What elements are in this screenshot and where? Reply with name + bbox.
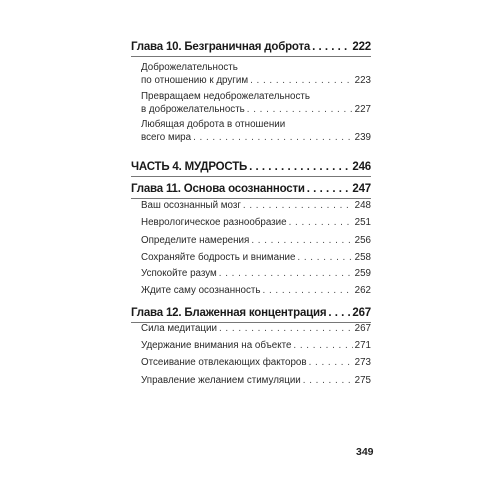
toc-item-label: Ждите саму осознанность bbox=[141, 285, 261, 296]
toc-item bbox=[131, 357, 371, 368]
toc-item-page: 273 bbox=[354, 357, 371, 368]
toc-item-page: 267 bbox=[354, 323, 371, 334]
toc-item-page: 223 bbox=[354, 75, 371, 86]
toc-item-page: 256 bbox=[354, 235, 371, 246]
dot-leader bbox=[249, 161, 350, 173]
toc-item bbox=[131, 285, 371, 296]
toc-item-label: Определите намерения bbox=[141, 235, 250, 246]
toc-item-line1: Любящая доброта в отношении bbox=[141, 119, 286, 130]
part-divider bbox=[131, 176, 371, 177]
toc-item-label: в доброжелательность bbox=[141, 104, 245, 115]
toc-item-page: 251 bbox=[354, 217, 371, 228]
toc-item-label: Удержание внимания на объекте bbox=[141, 340, 292, 351]
chapter-title: Глава 11. Основа осознанности bbox=[131, 183, 305, 195]
toc-item-line1: Доброжелательность bbox=[141, 62, 238, 73]
dot-leader bbox=[250, 75, 353, 86]
toc-item-label: всего мира bbox=[141, 132, 192, 143]
toc-item bbox=[131, 323, 371, 334]
dot-leader bbox=[219, 323, 353, 334]
toc-item-page: 239 bbox=[354, 132, 371, 143]
toc-item-label: Успокойте разум bbox=[141, 268, 217, 279]
dot-leader bbox=[309, 357, 353, 368]
chapter-page: 267 bbox=[352, 307, 371, 319]
dot-leader bbox=[289, 217, 353, 228]
dot-leader bbox=[247, 104, 353, 115]
page-number: 349 bbox=[356, 446, 374, 458]
dot-leader bbox=[293, 340, 352, 351]
toc-chapter-12 bbox=[131, 307, 371, 319]
toc-item bbox=[131, 200, 371, 211]
dot-leader bbox=[251, 235, 352, 246]
toc-part-4 bbox=[131, 161, 371, 173]
toc-item-page: 248 bbox=[354, 200, 371, 211]
toc-item bbox=[131, 75, 371, 86]
toc-chapter-10 bbox=[131, 41, 371, 53]
toc-item bbox=[131, 104, 371, 115]
toc-item-page: 258 bbox=[354, 252, 371, 263]
toc-item-page: 271 bbox=[354, 340, 371, 351]
toc-item-label: по отношению к другим bbox=[141, 75, 249, 86]
dot-leader bbox=[312, 41, 350, 53]
toc-item-label: Сила медитации bbox=[141, 323, 217, 334]
toc-item bbox=[131, 217, 371, 228]
toc-item-label: Ваш осознанный мозг bbox=[141, 200, 241, 211]
toc-item-line1: Превращаем недоброжелательность bbox=[141, 91, 310, 102]
toc-item-label: Управление желанием стимуляции bbox=[141, 375, 301, 386]
dot-leader bbox=[303, 375, 353, 386]
dot-leader bbox=[243, 200, 353, 211]
chapter-title: Глава 12. Блаженная концентрация bbox=[131, 307, 327, 319]
toc-item-page: 262 bbox=[354, 285, 371, 296]
chapter-title: Глава 10. Безграничная доброта bbox=[131, 41, 311, 53]
chapter-divider bbox=[131, 56, 371, 57]
toc-item-page: 275 bbox=[354, 375, 371, 386]
toc-item bbox=[131, 268, 371, 279]
toc-item bbox=[131, 235, 371, 246]
chapter-divider bbox=[131, 198, 371, 199]
toc-item-label: Отсеивание отвлекающих факторов bbox=[141, 357, 307, 368]
dot-leader bbox=[193, 132, 353, 143]
toc-item-label: Сохраняйте бодрость и внимание bbox=[141, 252, 296, 263]
dot-leader bbox=[219, 268, 353, 279]
dot-leader bbox=[297, 252, 352, 263]
dot-leader bbox=[263, 285, 353, 296]
toc-item bbox=[131, 132, 371, 143]
part-title: ЧАСТЬ 4. МУДРОСТЬ bbox=[131, 161, 248, 173]
toc-item bbox=[131, 252, 371, 263]
chapter-page: 247 bbox=[352, 183, 371, 195]
toc-item-page: 227 bbox=[354, 104, 371, 115]
toc-chapter-11 bbox=[131, 183, 371, 195]
dot-leader bbox=[307, 183, 351, 195]
toc-item bbox=[131, 375, 371, 386]
toc-item bbox=[131, 340, 371, 351]
dot-leader bbox=[328, 307, 350, 319]
toc-item-page: 259 bbox=[354, 268, 371, 279]
part-page: 246 bbox=[352, 161, 371, 173]
chapter-page: 222 bbox=[352, 41, 371, 53]
toc-item-label: Неврологическое разнообразие bbox=[141, 217, 287, 228]
